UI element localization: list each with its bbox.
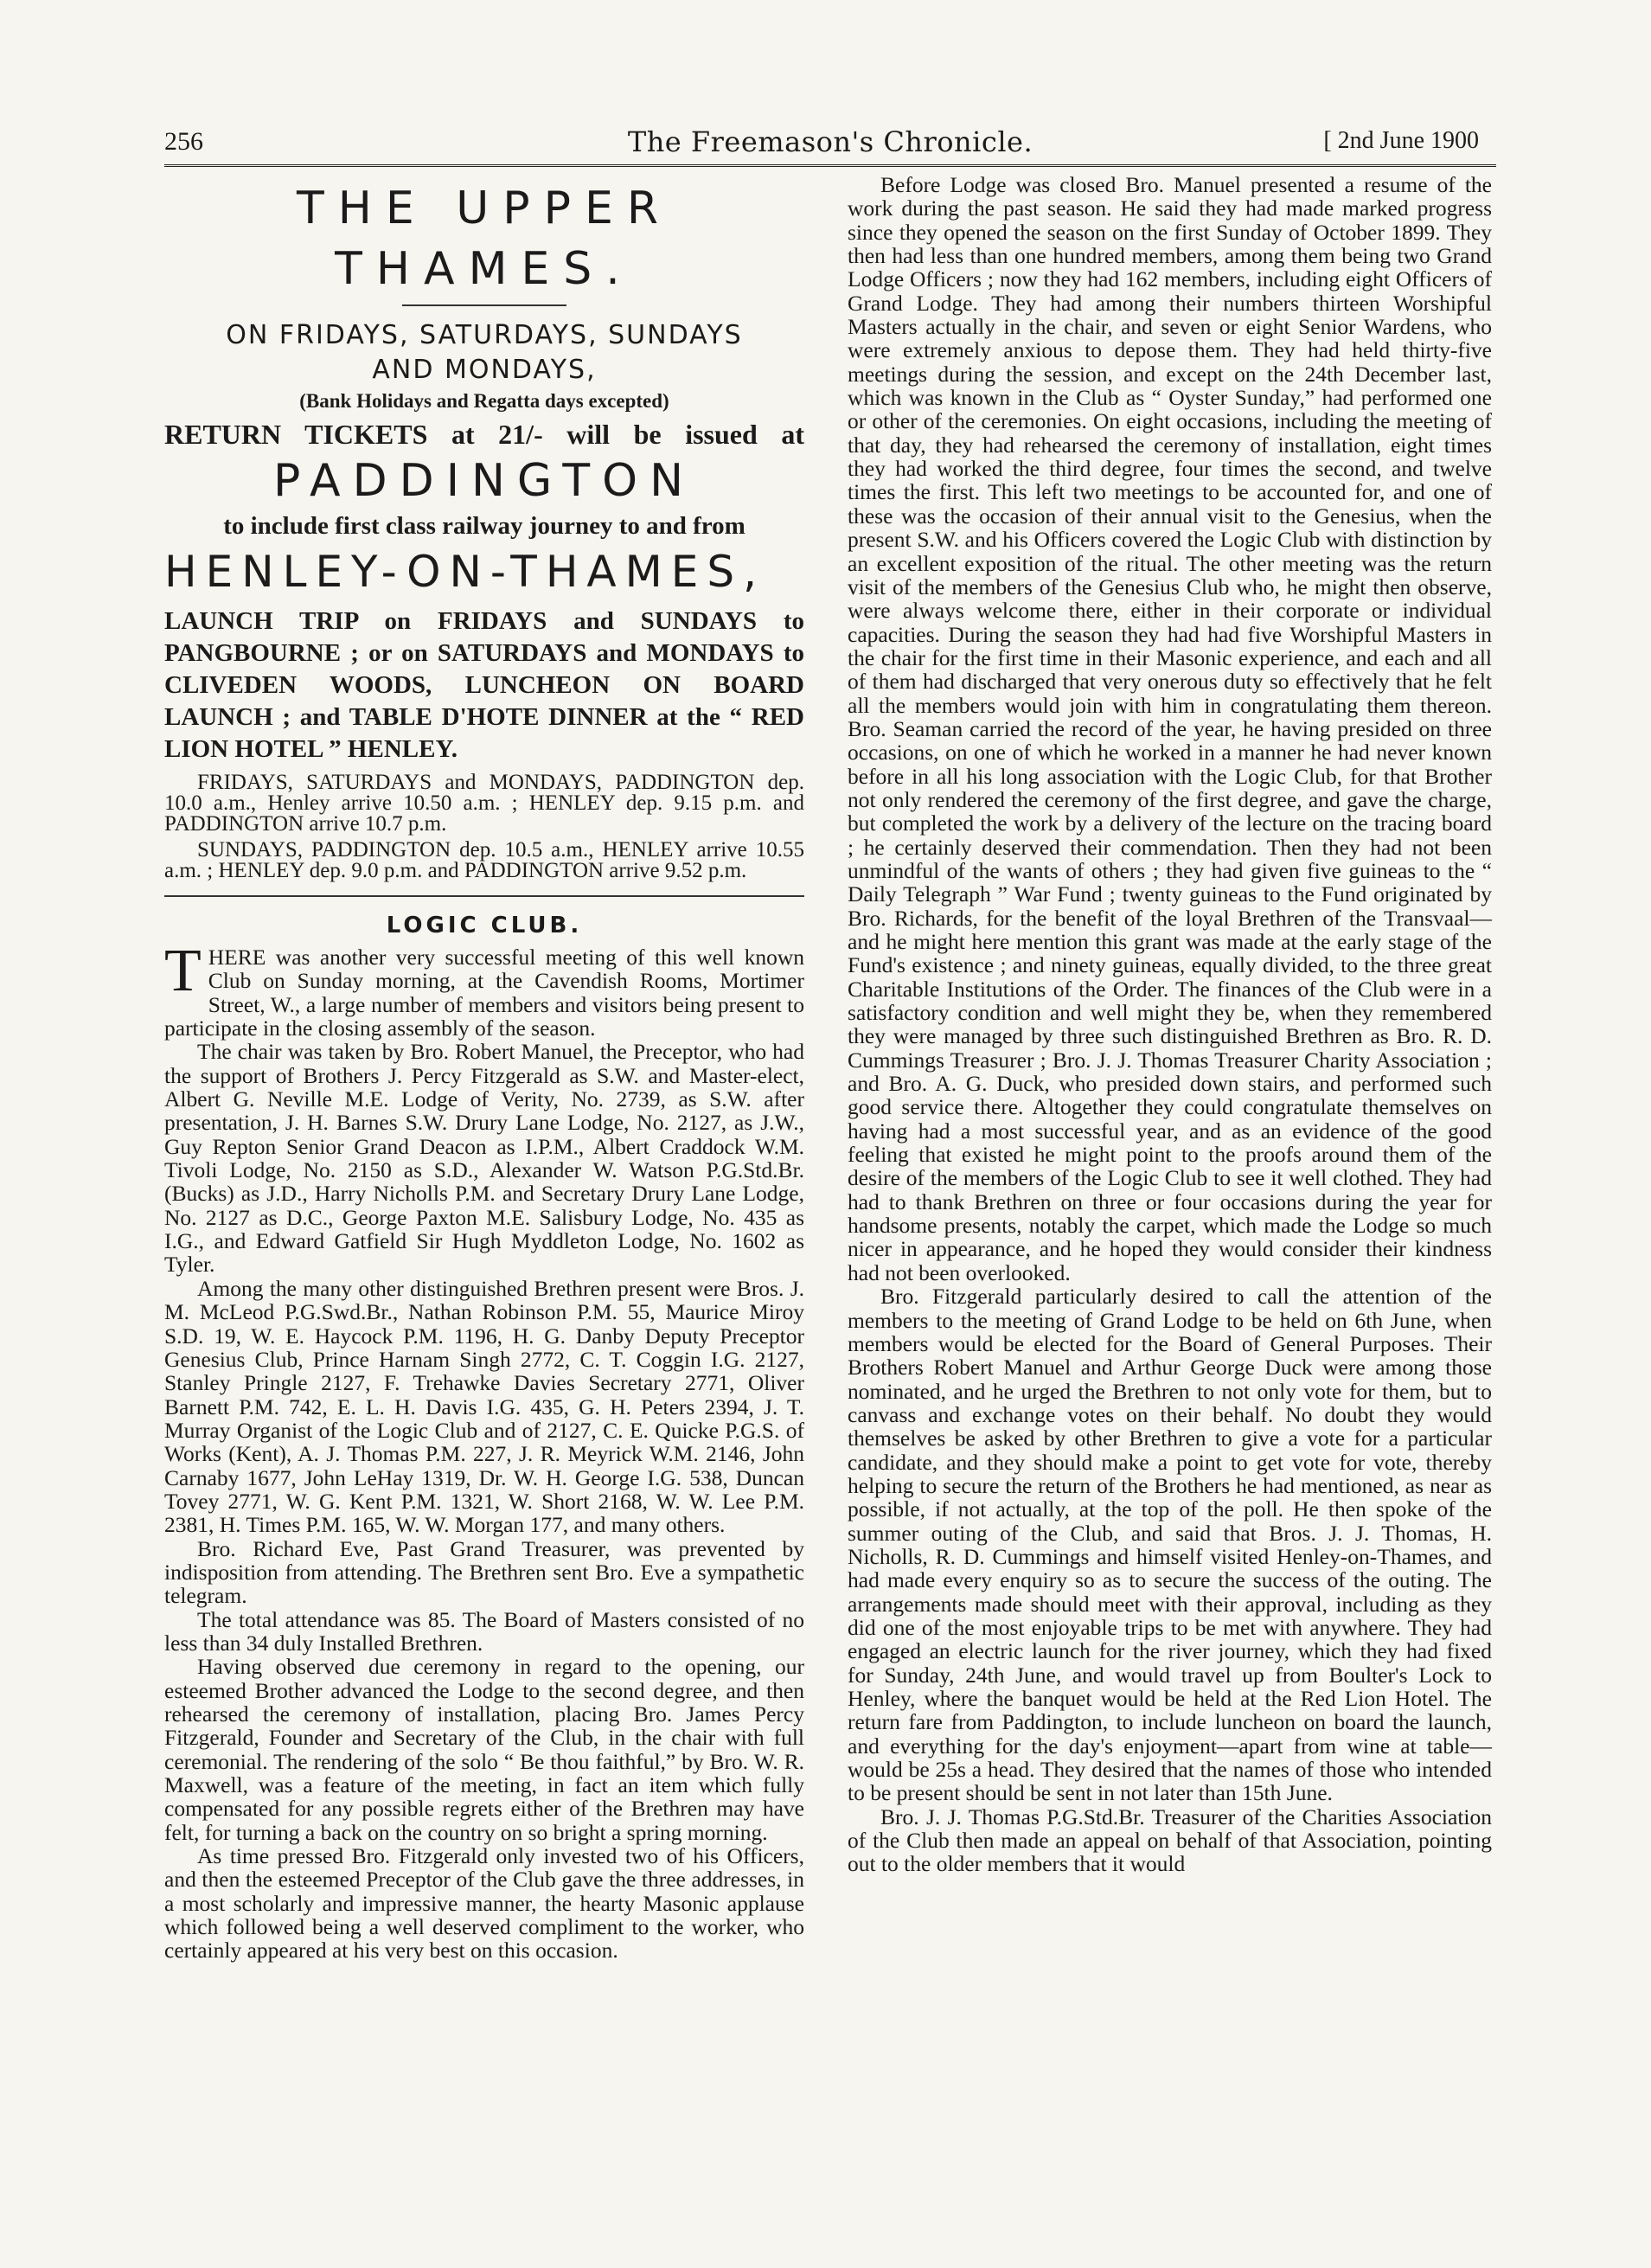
article-paragraph: Before Lodge was closed Bro. Manuel presented a resume of the work during the past season. He said they had made marked progress since they opened the season on the first Sunday of October 1899. They then had less than one hundred members, among them being two Grand Lodge Officers ; now they had 162 members, including eight Officers of Grand Lodge. They had among their numbers thirteen Worshipful Masters actually in the chair, and seven or eight Senior Wardens, who were extremely anxious to depose them. They had held thirty-five meetings during the session, and except on the 24th December last, which was known in the Club as “ Oyster Sunday,” had performed one or other of the ceremonies. On eight occasions, including the meeting of that day, they had rehearsed the ceremony of installation, eight times they had worked the third degree, four times the second, and twelve times the first. This left two meetings to be accounted for, and one of these was the occasion of their annual visit to the Genesius, when the present S.W. and his Officers covered the Logic Club with distinction by an excellent exposition of the ritual. The other meeting was the return visit of the members of the Genesius Club who, he might then observe, were always welcome there, either in their corporate or individual capacities. During the season they had had five Worshipful Masters in the chair for the first time in their Masonic experience, and each and all of them had discharged that very onerous duty so effectively that he felt all the members would join with him in congratulating them thereon. Bro. Seaman carried the record of the year, he having presided on three occasions, on one of which he worked in a manner he had never known before in all his long association with the Logic Club, for that Brother not only rendered the ceremony of the first degree, and gave the charge, but completed the work by a delivery of the lecture on the tracing board ; he certainly deserved their commendation. Then they had not been unmindful of the wants of others ; they had given five guineas to the “ Daily Telegraph ” War Fund ; twenty guineas to the Fund originated by Bro. Richards, for the benefit of the loyal Brethren of the Transvaal—and he might here mention this grant was made at the early stage of the Fund's existence ; and ninety guineas, equally divided, to the three great Charitable Institutions of the Order. The finances of the Club were in a satisfactory condition and well might they be, when they remembered they were managed by three such distinguished Brethren as Bro. R. D. Cummings Treasurer ; Bro. J. J. Thomas Treasurer Charity Association ; and Bro. A. G. Duck, who presided down stairs, and performed such good service there. Altogether they could congratulate themselves on having had a most successful year, and as an evidence of the good feeling that existed he might point to the proofs around them of the desire of the members of the Logic Club to see it well clothed. They had had to thank Brethren on three or four occasions during the year for handsome presents, notably the carpet, which made the Lodge so much nicer in appearance, and he hoped they would consider their kindness had not been overlooked. [848,172,1492,1285]
article-paragraph: Bro. J. J. Thomas P.G.Std.Br. Treasurer of the Charities Association of the Club then made an appeal on behalf of that Association, pointing out to the older members that it would [848,1804,1492,1877]
header-rule [164,164,1496,167]
advert-days-line1: ON FRIDAYS, SATURDAYS, SUNDAYS [226,320,743,350]
article-paragraph: The total attendance was 85. The Board of Masters consisted of no less than 34 duly Installed Brethren. [164,1606,804,1656]
article-paragraph: Bro. Fitzgerald particularly desired to call the attention of the members to the meeting of Grand Lodge to be held on 6th June, when members would be elected for the Board of General Purposes. Their Brothers Robert Manuel and Arthur George Duck were among those nominated, and he urged the Brethren to not only vote for them, but to canvass and exchange votes on their behalf. No doubt they would themselves be asked by other Brethren to give a vote for a particular candidate, and they should make a point to get vote for vote, thereby helping to secure the return of the Brothers he had mentioned, as near as possible, if not actually, at the top of the poll. He then spoke of the summer outing of the Club, and said that Bros. J. J. Thomas, H. Nicholls, R. D. Cummings and himself visited Henley-on-Thames, and had made every enquiry so as to secure the success of the outing. The arrangements made should meet with their approval, including as they did one of the most enjoyable trips to be met with anywhere. They had engaged an electric launch for the river journey, which they had fixed for Sunday, 24th June, and would travel up from Boulter's Lock to Henley, where the banquet would be held at the Red Lion Hotel. The return fare from Paddington, to include luncheon on board the launch, and everything for the day's enjoyment—apart from wine at table—would be 25s a head. They desired that the names of those who intended to be present should be sent in not later than 15th June. [848,1284,1492,1806]
article-title: LOGIC CLUB. [386,913,583,939]
advert-timetable [164,772,804,881]
advert-include-line: to include first class railway journey to and from [223,512,746,540]
right-column [848,173,1492,1876]
advert-station: PADDINGTON [273,455,695,507]
advert-destination: HENLEY-ON-THAMES, [164,547,765,597]
left-column [164,173,804,1963]
railway-advertisement [164,178,804,881]
page-header [164,125,1496,160]
drop-cap: T [164,938,202,1004]
article-paragraph: Among the many other distinguished Brethren present were Bros. J. M. McLeod P.G.Swd.Br., Nathan Robinson P.M. 55, Maurice Miroy S.D. 19, W. E. Haycock P.M. 1196, H. G. Danby Deputy Preceptor Genesius Club, Prince Harnam Singh 2772, C. T. Coggin I.G. 2127, Stanley Pringle 2127, F. Trehawke Davies Secretary 2771, Oliver Barnett P.M. 742, E. L. H. Davis I.G. 435, G. H. Peters 2394, J. T. Murray Organist of the Logic Club and of 2127, C. E. Quicke P.G.S. of Works (Kent), A. J. Thomas P.M. 227, J. R. Meyrick W.M. 2146, John Carnaby 1677, John LeHay 1319, Dr. W. H. George I.G. 538, Duncan Tovey 2771, W. G. Kent P.M. 1321, W. Short 2168, W. W. Lee P.M. 2381, H. Times P.M. 165, W. W. Morgan 177, and many others. [164,1275,804,1538]
publication-title: The Freemason's Chronicle. [627,125,1033,158]
advert-launch-trip: LAUNCH TRIP on FRIDAYS and SUNDAYS to PANGBOURNE ; or on SATURDAYS and MONDAYS to CLIVEDEN WOODS, LUNCHEON ON BOARD LAUNCH ; and TABLE D'HOTE DINNER at the “ RED LION HOTEL ” HENLEY. [164,607,804,763]
article-paragraph: Bro. Richard Eve, Past Grand Treasurer, was prevented by indisposition from attending. The Brethren sent Bro. Eve a sympathetic telegram. [164,1535,804,1609]
page-number: 256 [164,127,203,156]
issue-date: [ 2nd June 1900 [1323,127,1479,154]
advert-times-weekday: FRIDAYS, SATURDAYS and MONDAYS, PADDINGTON dep. 10.0 a.m., Henley arrive 10.50 a.m. ; HENLEY dep. 9.15 p.m. and PADDINGTON arrive 10.7 p.m. [164,771,804,836]
advert-return-tickets: RETURN TICKETS at 21/- will be issued at [164,419,804,450]
article-paragraph: The chair was taken by Bro. Robert Manuel, the Preceptor, who had the support of Brothers J. Percy Fitzgerald as S.W. and Master-elect, Albert G. Neville M.E. Lodge of Verity, No. 2739, as S.W. after presentation, J. H. Barnes S.W. Drury Lane Lodge, No. 2127, as J.W., Guy Repton Senior Grand Deacon as I.P.M., Albert Craddock W.M. Tivoli Lodge, No. 2150 as S.D., Alexander W. Watson P.G.Std.Br.(Bucks) as J.D., Harry Nicholls P.M. and Secretary Drury Lane Lodge, No. 2127 as D.C., George Paxton M.E. Salisbury Lodge, No. 435 as I.G., and Edward Gatfield Sir Hugh Myddleton Lodge, No. 1602 as Tyler. [164,1039,804,1278]
article-paragraph: THERE was another very successful meeting of this well known Club on Sunday morning, at the Cavendish Rooms, Mortimer Street, W., a large number of members and visitors being present to participate in the closing assembly of the season. [164,938,804,1041]
advert-divider [402,304,566,306]
section-divider [164,895,804,897]
article-paragraph: As time pressed Bro. Fitzgerald only invested two of his Officers, and then the esteemed Preceptor of the Club gave the three addresses, in a most scholarly and impressive manner, the hearty Masonic applause which followed being a well deserved compliment to the worker, who certainly appeared at his very best on this occasion. [164,1843,804,1964]
advert-exceptions: (Bank Holidays and Regatta days excepted) [299,390,669,412]
advert-title: THE UPPER THAMES. [296,183,672,295]
advert-days-line2: AND MONDAYS, [372,355,597,385]
article-paragraph: Having observed due ceremony in regard to the opening, our esteemed Brother advanced the Lodge to the second degree, and then rehearsed the ceremony of installation, placing Bro. James Percy Fitzgerald, Founder and Secretary of the Club, in the chair with full ceremonial. The rendering of the solo “ Be thou faithful,” by Bro. W. R. Maxwell, was a feature of the meeting, in fact an item which fully compensated for any possible regrets either of the Brethren may have felt, for turning a back on the country on so bright a spring morning. [164,1654,804,1845]
advert-times-sunday: SUNDAYS, PADDINGTON dep. 10.5 a.m., HENLEY arrive 10.55 a.m. ; HENLEY dep. 9.0 p.m. and PADDINGTON arrive 9.52 p.m. [164,838,804,882]
